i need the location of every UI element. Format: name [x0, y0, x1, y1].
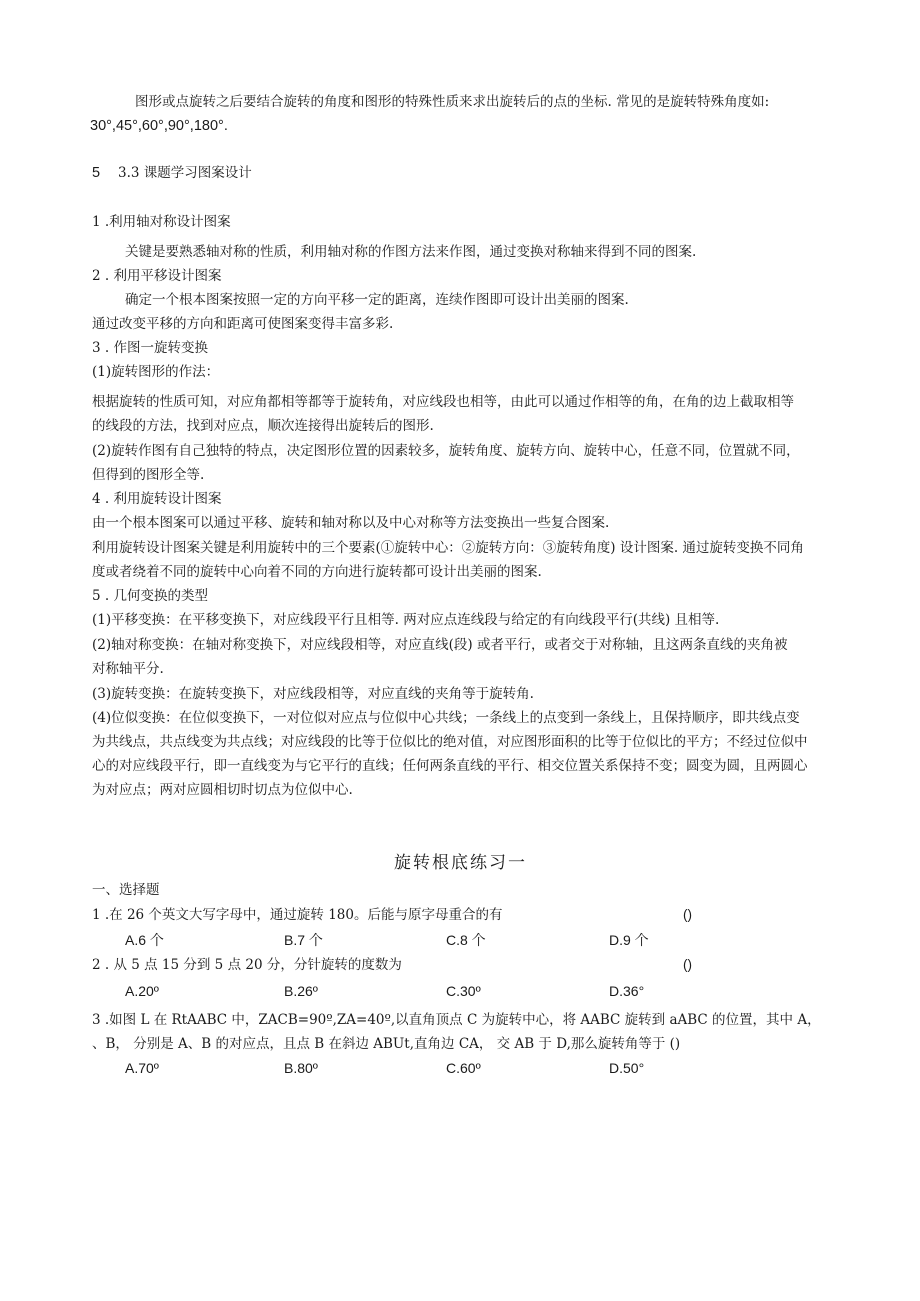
- q1-option-b: B.7 个: [284, 932, 323, 948]
- item-2-title: 2 . 利用平移设计图案: [92, 268, 222, 284]
- section-title: 3.3 课题学习图案设计: [118, 165, 252, 181]
- item-5-homothety-c: 心的对应线段平行，即一直线变为与它平行的直线；任何两条直线的平行、相交位置关系保持不变；圆变为圆，且两圆心: [92, 758, 808, 774]
- q2-option-b: B.26º: [284, 983, 318, 999]
- practice-section: 一、选择题: [92, 882, 160, 898]
- item-4-para-1: 由一个根本图案可以通过平移、旋转和轴对称以及中心对称等方法变换出一些复合图案.: [92, 515, 610, 531]
- q1-option-d: D.9 个: [609, 932, 649, 948]
- item-3-para-2a: (2)旋转作图有自己独特的特点，决定图形位置的因素较多，旋转角度、旋转方向、旋转中心，任意不同，位置就不同，: [92, 443, 800, 459]
- practice-title: 旋转根底练习一: [394, 853, 527, 873]
- item-3-para-2b: 但得到的图形全等.: [92, 467, 205, 483]
- q1-answer-paren: (): [683, 907, 692, 922]
- q2-option-c: C.30º: [446, 983, 481, 999]
- q2-option-a: A.20º: [125, 983, 159, 999]
- q3-option-d: D.50°: [609, 1060, 645, 1076]
- intro-line-1: 图形或点旋转之后要结合旋转的角度和图形的特殊性质来求出旋转后的点的坐标. 常见的是旋转特殊角度如:: [135, 94, 770, 110]
- item-2-text-2: 通过改变平移的方向和距离可使图案变得丰富多彩.: [92, 316, 394, 332]
- q3-stem-line-1: 3 .如图 L 在 RtAABC 中，ZACB=90º,ZA=40º,以直角顶点 C 为旋转中心，将 AABC 旋转到 aABC 的位置，其中 A，: [92, 1012, 821, 1028]
- item-3-para-1a: 根据旋转的性质可知，对应角都相等都等于旋转角，对应线段也相等，由此可以通过作相等的角，在角的边上截取相等: [92, 394, 794, 410]
- q1-stem: 1 .在 26 个英文大写字母中，通过旋转 180。后能与原字母重合的有: [92, 907, 503, 923]
- q2-answer-paren: (): [683, 957, 692, 972]
- q2-stem: 2 . 从 5 点 15 分到 5 点 20 分，分针旋转的度数为: [92, 957, 402, 973]
- item-5-homothety-a: (4)位似变换：在位似变换下，一对位似对应点与位似中心共线；一条线上的点变到一条线上，且保持顺序，即共线点变: [92, 710, 800, 726]
- q3-option-b: B.80º: [284, 1060, 318, 1076]
- item-4-para-2b: 度或者绕着不同的旋转中心向着不同的方向进行旋转都可设计出美丽的图案.: [92, 564, 542, 580]
- intro-line-2: 30°,45°,60°,90°,180°.: [90, 118, 228, 134]
- item-3-title: 3 . 作图一旋转变换: [92, 340, 208, 356]
- q1-option-c: C.8 个: [446, 932, 486, 948]
- item-1-title: 1 .利用轴对称设计图案: [92, 214, 231, 230]
- item-4-para-2a: 利用旋转设计图案关键是利用旋转中的三个要素(①旋转中心：②旋转方向：③旋转角度) 设计图案. 通过旋转变换不同角: [92, 540, 804, 556]
- q3-option-a: A.70º: [125, 1060, 159, 1076]
- item-5-translation: (1)平移变换：在平移变换下，对应线段平行且相等. 两对应点连线段与给定的有向线段平行(共线) 且相等.: [92, 612, 720, 628]
- q3-stem-line-2: 、B， 分别是 A、B 的对应点，且点 B 在斜边 ABUt,直角边 CA， 交 AB 于 D,那么旋转角等于 (): [92, 1036, 681, 1052]
- item-5-homothety-b: 为共线点，共点线变为共点线；对应线段的比等于位似比的绝对值，对应图形面积的比等于位似比的平方；不经过位似中: [92, 734, 808, 750]
- item-2-text-1: 确定一个根本图案按照一定的方向平移一定的距离，连续作图即可设计出美丽的图案.: [125, 292, 629, 308]
- item-4-title: 4 . 利用旋转设计图案: [92, 491, 222, 507]
- q1-option-a: A.6 个: [125, 932, 164, 948]
- item-3-para-1b: 的线段的方法，找到对应点，顺次连接得出旋转后的图形.: [92, 418, 434, 434]
- item-5-axial-b: 对称轴平分.: [92, 661, 164, 677]
- item-5-rotation: (3)旋转变换：在旋转变换下，对应线段相等，对应直线的夹角等于旋转角.: [92, 686, 534, 702]
- item-1-text: 关键是要熟悉轴对称的性质，利用轴对称的作图方法来作图，通过变换对称轴来得到不同的图案.: [125, 244, 697, 260]
- item-5-title: 5 . 几何变换的类型: [92, 588, 208, 604]
- q3-option-c: C.60º: [446, 1060, 481, 1076]
- item-3-sub-1: (1)旋转图形的作法：: [92, 364, 220, 380]
- q2-option-d: D.36°: [609, 983, 645, 999]
- item-5-axial-a: (2)轴对称变换：在轴对称变换下，对应线段相等，对应直线(段) 或者平行，或者交于对称轴，且这两条直线的夹角被: [92, 637, 788, 653]
- item-5-homothety-d: 为对应点；两对应圆相切时切点为位似中心.: [92, 782, 353, 798]
- section-number: 5: [92, 165, 101, 181]
